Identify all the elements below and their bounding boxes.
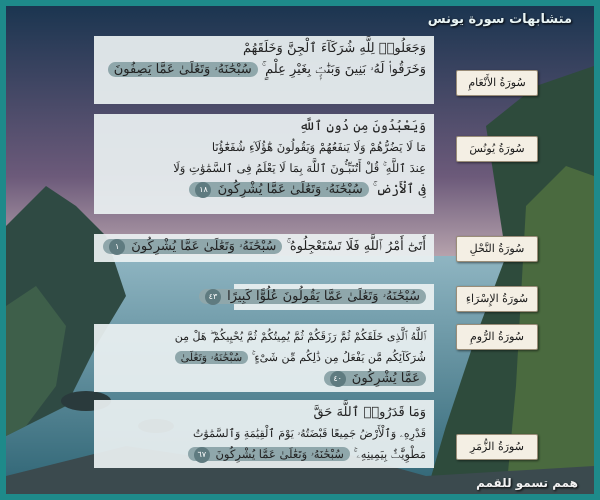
- verse-line: ٱللَّهُ ٱلَّذِى خَلَقَكُمْ ثُمَّ رَزَقَكُمْ ثُمَّ يُمِيتُكُمْ ثُمَّ يُحْيِيكُمْ ۖ هَلْ مِن: [174, 330, 426, 343]
- verse-panel-zumar: [94, 400, 434, 468]
- ayah-number: ٤٠: [330, 371, 346, 387]
- highlighted-phrase: [324, 371, 426, 386]
- surah-label-nahl: سُورَةُ النَّحْلِ: [456, 236, 538, 262]
- verse-line: مَا لَا يَضُرُّهُمْ وَلَا يَنفَعُهُمْ وَيَقُولُونَ هَٰٓؤُلَآءِ شُفَعَٰٓؤُنَا: [211, 140, 426, 154]
- surah-label-yunus: سُورَةُ يُونُسَ: [456, 136, 538, 162]
- verse-line: عِندَ ٱللَّهِ ۚ قُلْ أَتُنَبِّـُٔونَ ٱللَّهَ بِمَا لَا يَعْلَمُ فِى ٱلسَّمَٰوَٰتِ وَلَا: [173, 161, 426, 175]
- highlight-text: عَمَّا يُشْرِكُونَ: [351, 371, 420, 386]
- surah-label-anam: سُورَةُ الأَنْعَامِ: [456, 70, 538, 96]
- verse-line: [102, 179, 426, 200]
- verse-line: وَمَا قَدَرُوا۟ ٱللَّهَ حَقَّ: [313, 405, 426, 420]
- verse-line: [102, 236, 426, 257]
- highlight-text: سُبْحَٰنَهُۥ وَتَعَٰلَىٰ عَمَّا يُشْرِكُونَ: [217, 182, 363, 197]
- verse-line: [102, 444, 426, 465]
- highlighted-phrase: [189, 182, 368, 197]
- surah-label-zumar: سُورَةُ الزُّمَرِ: [456, 434, 538, 460]
- verse-line: وَيَعْبُدُونَ مِن دُونِ ٱللَّهِ: [299, 119, 426, 134]
- verse-line: وَجَعَلُوا۟ لِلَّهِ شُرَكَآءَ ٱلْجِنَّ وَخَلَقَهُمْ: [242, 41, 426, 56]
- highlight-text: سُبْحَٰنَهُۥ وَتَعَٰلَىٰ عَمَّا يُشْرِكُونَ: [131, 239, 277, 254]
- verse-text: وَخَرَقُوا۟ لَهُۥ بَنِينَ وَبَنَٰتٍۭ بِغَيْرِ عِلْمٍ ۚ: [261, 62, 426, 77]
- ayah-number: ١٨: [195, 182, 211, 198]
- highlighted-phrase: [188, 447, 350, 461]
- highlighted-phrase: سُبْحَٰنَهُۥ وَتَعَٰلَىٰ: [175, 351, 249, 364]
- ayah-number: ١: [109, 239, 125, 255]
- highlighted-phrase: [103, 239, 282, 254]
- verse-panel-isra: [208, 284, 434, 310]
- verse-panel-rum: [94, 324, 434, 392]
- ayah-number: ٦٧: [194, 447, 210, 463]
- verse-text: فِى ٱلْأَرْضِ ۚ: [372, 182, 426, 197]
- verse-line: [102, 59, 426, 80]
- verse-panel-yunus: [94, 114, 434, 214]
- highlighted-phrase: [199, 289, 426, 304]
- surah-label-rum: سُورَةُ الرُّومِ: [456, 324, 538, 350]
- verse-panel-anam: [94, 36, 434, 104]
- verse-line: [208, 286, 426, 307]
- surah-label-isra: سُورَةُ الإِسْرَاءِ: [456, 286, 538, 312]
- footer-signature: همم تسمو للقمم: [476, 476, 578, 490]
- highlight-text: سُبْحَٰنَهُۥ وَتَعَٰلَىٰ عَمَّا يُشْرِكُونَ: [215, 447, 344, 461]
- verse-text: مَطْوِيَّٰتٌۢ بِيَمِينِهِۦ ۚ: [353, 447, 426, 461]
- verse-line: [102, 347, 426, 368]
- verse-line: قَدْرِهِۦ وَٱلْأَرْضُ جَمِيعًا قَبْضَتُهُۥ يَوْمَ ٱلْقِيَٰمَةِ وَٱلسَّمَٰوَٰتُ: [193, 427, 426, 440]
- page-title: متشابهات سورة يونس: [427, 12, 572, 27]
- ayah-number: ٤٣: [205, 289, 221, 305]
- verse-text: أَتَىٰٓ أَمْرُ ٱللَّهِ فَلَا تَسْتَعْجِلُوهُ ۚ: [286, 239, 426, 254]
- verse-line: [102, 368, 426, 389]
- highlight-text: سُبْحَٰنَهُۥ وَتَعَٰلَىٰ عَمَّا يَقُولُونَ عُلُوًّا كَبِيرًا: [227, 289, 420, 304]
- verse-panel-nahl: [94, 234, 434, 262]
- verse-text: شُرَكَآئِكُم مَّن يَفْعَلُ مِن ذَٰلِكُم مِّن شَىْءٍ ۚ: [251, 351, 426, 364]
- highlighted-phrase: سُبْحَٰنَهُۥ وَتَعَٰلَىٰ عَمَّا يَصِفُونَ: [108, 62, 258, 77]
